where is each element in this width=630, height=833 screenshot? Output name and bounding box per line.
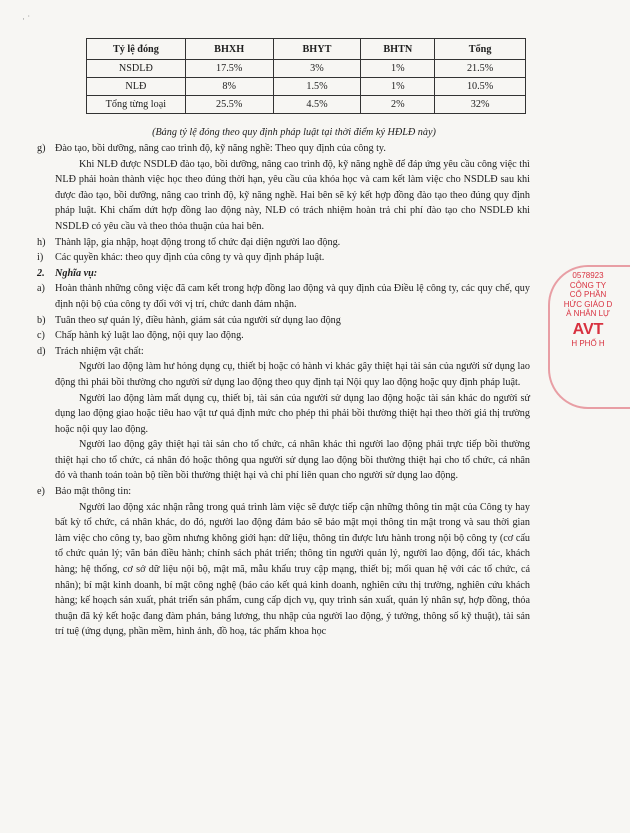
clause-marker: i) [37, 252, 44, 264]
table-cell: 17.5% [185, 60, 273, 78]
stamp-text: CỔ PHẦN [569, 290, 607, 299]
clause-e [37, 484, 530, 500]
table-cell: 25.5% [185, 96, 273, 114]
clause-title: Đào tạo, bồi dưỡng, nâng cao trình độ, kỹ năng nghề: Theo quy định của công ty. [55, 143, 386, 154]
clause-marker: h) [37, 236, 46, 248]
paragraph: Người lao động gây thiệt hại tài sản cho tổ chức, cá nhân khác thì người lao động phải trực tiếp bồi thường thiệt hại cho tổ chức, cá nhân đó hoặc thông qua người sử dụng lao động bồi thường thiệt hại cho tổ chức, cá nhân đó và thanh toán toàn bộ tiền bồi thường thiệt hại và chi phí liên quan cho người sử dụng lao động. [55, 439, 530, 482]
table-header-cell: Tổng [435, 39, 526, 60]
company-seal-stamp [548, 265, 628, 405]
stamp-text: H PHỐ H [571, 338, 605, 348]
table-row [87, 96, 526, 114]
clause-h [37, 235, 530, 251]
table-cell: 1.5% [273, 78, 361, 96]
clause-i [37, 250, 530, 266]
section-number: 2. [37, 267, 45, 279]
paragraph: Người lao động xác nhận rằng trong quá trình làm việc sẽ được tiếp cận những thông tin mật của Công ty hay bất kỳ tổ chức, cá nhân khác, do đó, người lao động đảm bảo sẽ bảo mật mọi thông tin mật trong và sau thời gian làm việc cho công ty, bao gồm nhưng không giới hạn: dữ liệu, thông tin được lưu hành trong nội bộ công ty (cơ cấu tổ chức quản lý; văn bản điều hành; chính sách phát triển; thông tin người quản lý, người lao động, đối tác, khách hàng; hệ thống, cơ sở dữ liệu nội bộ, mật mã, mẫu khẩu truy cập mạng, thiết bị; mối quan hệ với các tổ chức, cá nhân); bí mật kinh doanh, bí mật công nghệ (báo cáo kết quả kinh doanh, nghiên cứu thị trường, nghiên cứu khách hàng; kế hoạch sản xuất, phát triển sản phẩm, cung cấp dịch vụ, quy trình sản xuất, quản lý nhân sự, hợp đồng, thỏa thuận đã ký kết hoặc đang đàm phán, bảng lương, thu nhập của người lao động, ý tưởng, thông số kỹ thuật), tài sản trí tuệ (ứng dụng, phần mềm, hình ảnh, đồ hoạ, tác phẩm khoa học [55, 501, 530, 638]
table-cell: NSDLĐ [87, 60, 186, 78]
stamp-text: HỨC GIÁO D [563, 299, 613, 309]
clause-marker: a) [37, 283, 45, 295]
paragraph: Khi NLĐ được NSDLĐ đào tạo, bồi dưỡng, nâng cao trình độ, kỹ năng nghề để đáp ứng yêu cầu công việc thì NLĐ phải hoàn thành việc học theo đúng thời hạn, yêu cầu của khóa học và cam kết làm việc cho NSDLĐ sau khi được đào tạo, bồi dưỡng, nâng cao trình độ, kỹ năng nghề. Hai bên sẽ ký kết hợp đồng đào tạo theo đúng quy định pháp luật. Khi chấm dứt hợp đồng lao động này, NLĐ có trách nhiệm hoàn trả chi phí đào tạo cho NSDLĐ khi NSDLĐ có yêu cầu và theo thỏa thuận của hai bên. [55, 158, 530, 232]
clause-e-body [55, 500, 530, 640]
table-cell: 4.5% [273, 96, 361, 114]
table-caption: (Bảng tỷ lệ đóng theo quy định pháp luật tại thời điểm ký HĐLĐ này) [152, 127, 436, 138]
clause-b [37, 313, 530, 329]
stamp-number: 0578923 [572, 271, 604, 280]
clause-text: Chấp hành kỷ luật lao động, nội quy lao động. [55, 330, 244, 342]
clause-marker: d) [37, 345, 46, 357]
clause-title: Trách nhiệm vật chất: [55, 345, 144, 357]
table-header-cell: BHTN [361, 39, 435, 60]
section-2-heading [37, 266, 530, 282]
table-header-cell: BHXH [185, 39, 273, 60]
contribution-rate-table [86, 38, 526, 114]
clause-text: Thành lập, gia nhập, hoạt động trong tổ chức đại diện người lao động. [55, 236, 341, 248]
clause-d-body [55, 359, 530, 484]
section-title: Nghĩa vụ: [55, 267, 98, 279]
stamp-text: CÔNG TY [569, 280, 607, 290]
document-body [37, 141, 530, 640]
table-header-cell: Tỷ lệ đóng [87, 39, 186, 60]
table-row [87, 78, 526, 96]
table-cell: NLĐ [87, 78, 186, 96]
clause-marker: g) [37, 143, 46, 154]
table-row [87, 60, 526, 78]
stamp-brand: AVT [572, 320, 604, 338]
clause-text: Các quyền khác: theo quy định của công ty và quy định pháp luật. [55, 252, 325, 264]
table-cell: 2% [361, 96, 435, 114]
table-cell: Tổng từng loại [87, 96, 186, 114]
clause-a [37, 281, 530, 312]
clause-text: Hoàn thành những công việc đã cam kết trong hợp đồng lao động và quy định của Điều lệ công ty, các quy chế, quy định nội bộ của công ty đối với vị trí, chức danh đảm nhận. [55, 283, 530, 310]
table-cell: 8% [185, 78, 273, 96]
table-cell: 1% [361, 60, 435, 78]
table-header-row [87, 39, 526, 60]
clause-text: Tuân theo sự quản lý, điều hành, giám sát của người sử dụng lao động [55, 314, 341, 326]
table-cell: 21.5% [435, 60, 526, 78]
paragraph: Người lao động làm mất dụng cụ, thiết bị, tài sản của người sử dụng lao động hoặc tài sản khác do người sử dụng lao động giao hoặc tiêu hao vật tư quá định mức cho phép thì phải bồi thường thiệt hại theo thời giá thị trường hoặc nội quy lao động. [55, 392, 530, 435]
clause-c [37, 328, 530, 344]
clause-marker: e) [37, 486, 45, 498]
table-header-cell: BHYT [273, 39, 361, 60]
clause-g-body [55, 157, 530, 235]
table-cell: 1% [361, 78, 435, 96]
paragraph: Người lao động làm hư hỏng dụng cụ, thiết bị hoặc có hành vi khác gây thiệt hại tài sản của người sử dụng lao động thì phải bồi thường cho người sử dụng lao động theo quy định tại Nội quy lao động hoặc quy định pháp luật. [55, 361, 530, 388]
table-cell: 10.5% [435, 78, 526, 96]
clause-marker: c) [37, 330, 45, 342]
stamp-text: À NHÂN LỰ [566, 309, 610, 318]
clause-title: Bảo mật thông tin: [55, 486, 132, 498]
clause-marker: b) [37, 314, 46, 326]
clause-g [37, 141, 530, 157]
clause-d [37, 344, 530, 360]
table-cell: 3% [273, 60, 361, 78]
scan-dust-mark: · ˙ [22, 14, 31, 24]
table-cell: 32% [435, 96, 526, 114]
